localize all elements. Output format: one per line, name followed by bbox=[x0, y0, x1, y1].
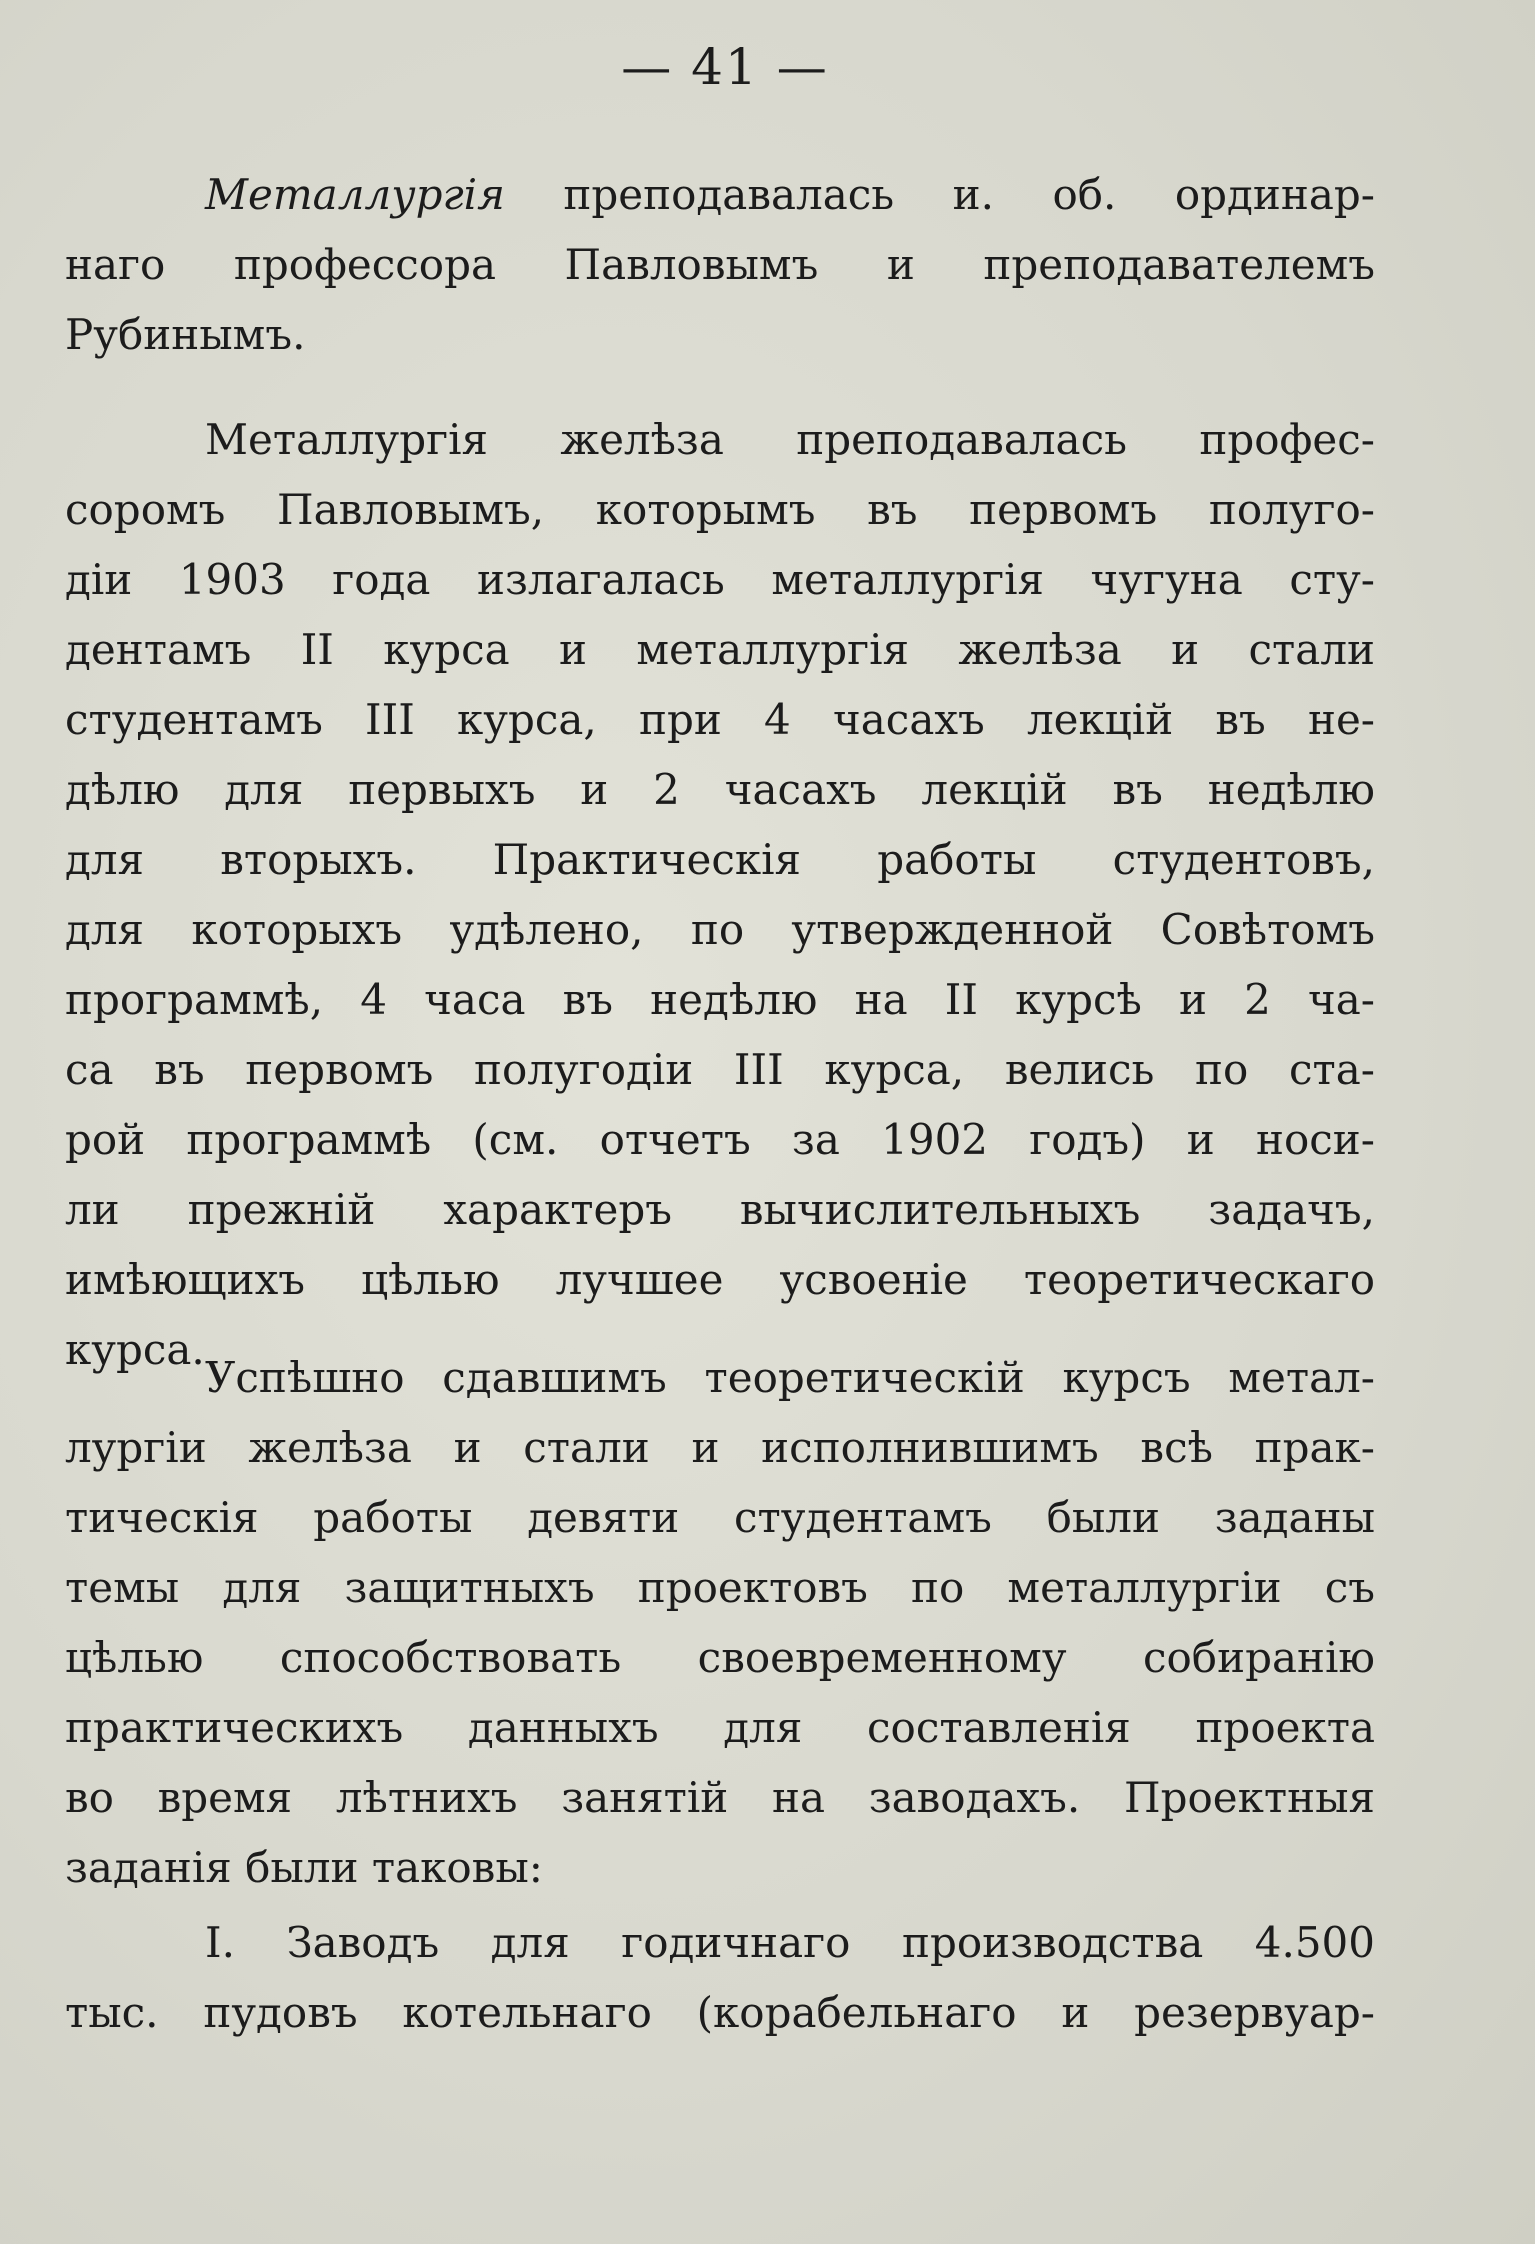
paragraph-line: имѣющихъ цѣлью лучшее усвоеніе теоретическаго bbox=[65, 1255, 1375, 1304]
page-number: — 41 — bbox=[621, 38, 829, 96]
paragraph-project-assignments bbox=[65, 1343, 1375, 1903]
paragraph-line: ли прежній характеръ вычислительныхъ задачъ, bbox=[65, 1185, 1375, 1234]
paragraph-line: во время лѣтнихъ занятій на заводахъ. Проектныя bbox=[65, 1773, 1375, 1822]
paragraph-iron-metallurgy bbox=[65, 405, 1375, 1385]
paragraph-line: для которыхъ удѣлено, по утвержденной Совѣтомъ bbox=[65, 905, 1375, 954]
paragraph-line: діи 1903 года излагалась металлургія чугуна сту- bbox=[65, 555, 1375, 604]
paragraph-line: курса. bbox=[65, 1325, 205, 1374]
paragraph-line: са въ первомъ полугодіи III курса, велись по ста- bbox=[65, 1045, 1375, 1094]
paragraph-line: программѣ, 4 часа въ недѣлю на II курсѣ и 2 ча- bbox=[65, 975, 1375, 1024]
paragraph-line: для вторыхъ. Практическія работы студентовъ, bbox=[65, 835, 1375, 884]
paragraph-line: рой программѣ (см. отчетъ за 1902 годъ) и носи- bbox=[65, 1115, 1375, 1164]
paragraph-line: тыс. пудовъ котельнаго (корабельнаго и резервуар- bbox=[65, 1988, 1375, 2037]
paragraph-line: цѣлью способствовать своевременному собиранію bbox=[65, 1633, 1375, 1682]
paragraph-line: лургіи желѣза и стали и исполнившимъ всѣ прак- bbox=[65, 1423, 1375, 1472]
paragraph-line bbox=[65, 160, 1375, 230]
paragraph-item-one bbox=[65, 1908, 1375, 2048]
paragraph-line: тическія работы девяти студентамъ были заданы bbox=[65, 1493, 1375, 1542]
paragraph-line: Рубинымъ. bbox=[65, 310, 306, 359]
paragraph-line: дѣлю для первыхъ и 2 часахъ лекцій въ недѣлю bbox=[65, 765, 1375, 814]
paragraph-line: Успѣшно сдавшимъ теоретическій курсъ метал- bbox=[205, 1353, 1375, 1402]
italic-subject-term: Металлургія bbox=[205, 170, 505, 219]
paragraph-metallurgy-teachers bbox=[65, 160, 1375, 370]
paragraph-line: I. Заводъ для годичнаго производства 4.500 bbox=[205, 1918, 1375, 1967]
paragraph-line: практическихъ данныхъ для составленія проекта bbox=[65, 1703, 1375, 1752]
paragraph-line: дентамъ II курса и металлургія желѣза и стали bbox=[65, 625, 1375, 674]
paragraph-line: заданія были таковы: bbox=[65, 1843, 543, 1892]
paragraph-line: наго профессора Павловымъ и преподавателемъ bbox=[65, 240, 1375, 289]
paragraph-line: Металлургія желѣза преподавалась профес- bbox=[205, 415, 1375, 464]
paragraph-line: темы для защитныхъ проектовъ по металлургіи съ bbox=[65, 1563, 1375, 1612]
paragraph-line: соромъ Павловымъ, которымъ въ первомъ полуго- bbox=[65, 485, 1375, 534]
paragraph-line: студентамъ III курса, при 4 часахъ лекцій въ не- bbox=[65, 695, 1375, 744]
line-text: преподавалась и. об. ординар- bbox=[563, 170, 1375, 219]
